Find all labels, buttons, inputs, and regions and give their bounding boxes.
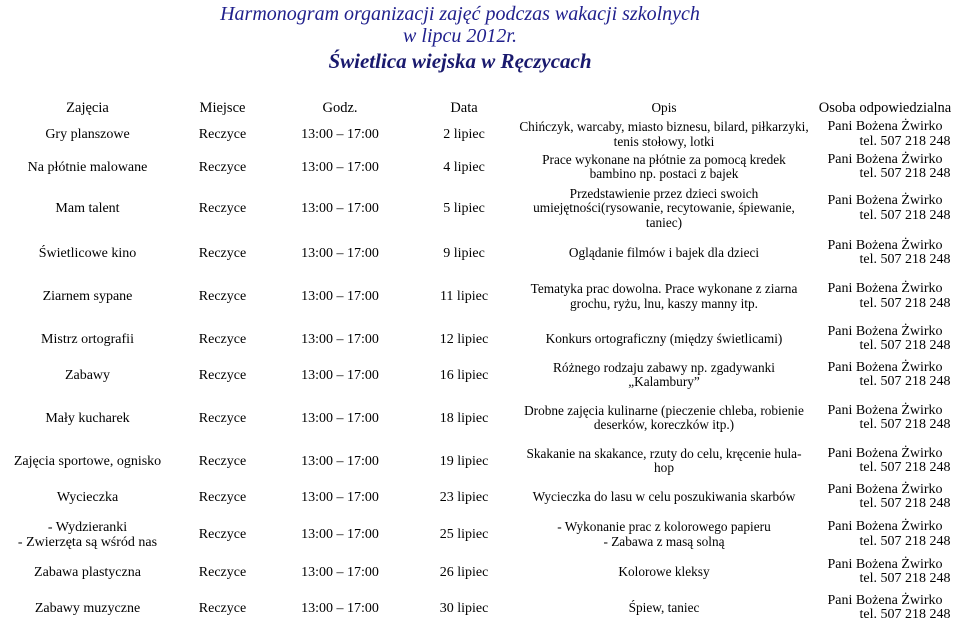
cell-osoba (810, 151, 960, 183)
column-header-opis: Opis (651, 100, 677, 116)
cell-miejsce: Reczyce (198, 159, 247, 175)
cell-godz: 13:00 – 17:00 (301, 489, 379, 505)
cell-opis: Różnego rodzaju zabawy np. zgadywanki „Kalambury” (553, 359, 775, 389)
osoba-phone: tel. 507 218 248 (859, 374, 951, 389)
cell-osoba (810, 590, 960, 626)
cell-osoba (810, 272, 960, 321)
osoba-phone: tel. 507 218 248 (859, 207, 951, 223)
cell-zajecia: Mały kucharek (45, 410, 130, 426)
cell-opis: Drobne zajęcia kulinarne (pieczenie chleba, robienie deserków, koreczków itp.) (524, 402, 804, 432)
zajecia-line: - Wydzieranki (47, 519, 128, 535)
cell-data: 4 lipiec (443, 159, 485, 175)
cell-zajecia: Wycieczka (56, 489, 119, 505)
cell-godz: 13:00 – 17:00 (301, 564, 379, 580)
cell-miejsce: Reczyce (198, 489, 247, 505)
cell-opis: Skakanie na skakance, rzuty do celu, kręcenie hula-hop (526, 445, 802, 475)
cell-osoba (810, 357, 960, 393)
cell-miejsce: Reczyce (198, 564, 247, 580)
cell-osoba (810, 321, 960, 357)
cell-data: 25 lipiec (439, 527, 489, 542)
cell-opis: Wycieczka do lasu w celu poszukiwania skarbów (532, 488, 796, 504)
osoba-name: Pani Bożena Żwirko (827, 592, 943, 608)
cell-godz: 13:00 – 17:00 (301, 527, 379, 542)
cell-osoba (810, 393, 960, 443)
osoba-name: Pani Bożena Żwirko (827, 323, 943, 339)
osoba-name: Pani Bożena Żwirko (827, 556, 943, 572)
osoba-phone: tel. 507 218 248 (859, 417, 951, 432)
table-row (0, 590, 960, 626)
osoba-phone: tel. 507 218 248 (859, 571, 951, 586)
cell-osoba (810, 443, 960, 479)
cell-zajecia: Gry planszowe (45, 127, 130, 142)
cell-miejsce: Reczyce (198, 127, 247, 142)
cell-data: 9 lipiec (443, 245, 485, 261)
cell-opis: Chińczyk, warcaby, miasto biznesu, bilard, piłkarzyki, tenis stołowy, lotki (519, 119, 809, 149)
table-row (0, 118, 960, 151)
cell-godz: 13:00 – 17:00 (301, 289, 379, 304)
cell-zajecia: Zajęcia sportowe, ognisko (13, 453, 162, 469)
cell-zajecia: Mam talent (55, 201, 120, 216)
document-subtitle-date: w lipcu 2012r. (403, 25, 517, 47)
table-row (0, 183, 960, 234)
cell-godz: 13:00 – 17:00 (301, 367, 379, 383)
osoba-name: Pani Bożena Żwirko (827, 445, 943, 461)
cell-data: 26 lipiec (439, 564, 489, 580)
column-header-miejsce: Miejsce (199, 100, 246, 116)
cell-miejsce: Reczyce (198, 367, 247, 383)
table-row (0, 234, 960, 272)
osoba-name: Pani Bożena Żwirko (827, 519, 943, 534)
cell-opis: Kolorowe kleksy (618, 563, 710, 579)
table-row (0, 321, 960, 357)
osoba-phone: tel. 507 218 248 (859, 496, 951, 511)
cell-zajecia: Świetlicowe kino (38, 245, 137, 261)
cell-zajecia: Zabawy (64, 367, 111, 383)
cell-opis: Konkurs ortograficzny (między świetlicami) (545, 330, 783, 346)
cell-godz: 13:00 – 17:00 (301, 410, 379, 426)
cell-opis: Oglądanie filmów i bajek dla dzieci (568, 244, 760, 260)
column-header-osoba: Osoba odpowiedzialna (818, 100, 952, 116)
cell-miejsce: Reczyce (198, 201, 247, 216)
table-row (0, 479, 960, 515)
osoba-name: Pani Bożena Żwirko (827, 281, 943, 296)
osoba-phone: tel. 507 218 248 (859, 533, 951, 549)
cell-godz: 13:00 – 17:00 (301, 331, 379, 347)
table-row (0, 393, 960, 443)
column-header-zajecia: Zajęcia (66, 100, 109, 116)
cell-zajecia: Zabawy muzyczne (34, 600, 141, 616)
osoba-phone: tel. 507 218 248 (859, 166, 951, 181)
cell-godz: 13:00 – 17:00 (301, 201, 379, 216)
osoba-phone: tel. 507 218 248 (859, 133, 951, 149)
cell-miejsce: Reczyce (198, 331, 247, 347)
table-header-row (0, 99, 960, 118)
osoba-phone: tel. 507 218 248 (859, 460, 951, 475)
cell-data: 5 lipiec (443, 201, 485, 216)
cell-osoba (810, 183, 960, 234)
column-header-data: Data (450, 100, 478, 116)
cell-osoba (810, 479, 960, 515)
osoba-name: Pani Bożena Żwirko (827, 119, 943, 134)
cell-zajecia: Zabawa plastyczna (34, 564, 141, 580)
cell-data: 18 lipiec (439, 410, 489, 426)
cell-data: 11 lipiec (439, 289, 489, 304)
cell-miejsce: Reczyce (198, 289, 247, 304)
cell-godz: 13:00 – 17:00 (301, 453, 379, 469)
cell-opis (518, 515, 810, 554)
document-subtitle-place: Świetlica wiejska w Ręczycach (328, 49, 592, 73)
cell-miejsce: Reczyce (198, 410, 247, 426)
document-title: Harmonogram organizacji zajęć podczas wakacji szkolnych (220, 3, 700, 25)
cell-data: 16 lipiec (439, 367, 489, 383)
cell-data: 19 lipiec (439, 453, 489, 469)
zajecia-line: - Zwierzęta są wśród nas (17, 534, 158, 550)
cell-miejsce: Reczyce (198, 527, 247, 542)
osoba-name: Pani Bożena Żwirko (827, 193, 943, 208)
osoba-name: Pani Bożena Żwirko (827, 402, 943, 418)
column-header-godz: Godz. (322, 100, 358, 116)
cell-osoba (810, 515, 960, 554)
cell-godz: 13:00 – 17:00 (301, 159, 379, 175)
cell-miejsce: Reczyce (198, 245, 247, 261)
cell-osoba (810, 118, 960, 151)
cell-data: 2 lipiec (443, 127, 485, 142)
cell-zajecia: Na płótnie malowane (27, 159, 148, 175)
table-row (0, 443, 960, 479)
osoba-name: Pani Bożena Żwirko (827, 237, 943, 253)
cell-zajecia: Ziarnem sypane (42, 289, 133, 304)
cell-osoba (810, 234, 960, 272)
cell-opis: Śpiew, taniec (628, 599, 700, 615)
osoba-name: Pani Bożena Żwirko (827, 481, 943, 497)
cell-data: 23 lipiec (439, 489, 489, 505)
cell-miejsce: Reczyce (198, 453, 247, 469)
cell-opis: Tematyka prac dowolna. Prace wykonane z ziarna grochu, ryżu, lnu, kaszy manny itp. (530, 281, 798, 311)
osoba-name: Pani Bożena Żwirko (827, 151, 943, 167)
osoba-name: Pani Bożena Żwirko (827, 359, 943, 375)
schedule-table (0, 99, 960, 626)
cell-godz: 13:00 – 17:00 (301, 245, 379, 261)
cell-data: 30 lipiec (439, 600, 489, 616)
cell-miejsce: Reczyce (198, 600, 247, 616)
table-row (0, 151, 960, 183)
osoba-phone: tel. 507 218 248 (859, 252, 951, 267)
cell-osoba (810, 554, 960, 590)
table-row (0, 515, 960, 554)
osoba-phone: tel. 507 218 248 (859, 295, 951, 311)
cell-data: 12 lipiec (439, 331, 489, 347)
osoba-phone: tel. 507 218 248 (859, 338, 951, 353)
table-row (0, 272, 960, 321)
cell-zajecia: Mistrz ortografii (41, 331, 134, 347)
cell-godz: 13:00 – 17:00 (301, 127, 379, 142)
table-row (0, 554, 960, 590)
opis-line: - Zabawa z masą solną (603, 533, 725, 549)
osoba-phone: tel. 507 218 248 (859, 607, 951, 622)
opis-line: - Wykonanie prac z kolorowego papieru (557, 519, 771, 534)
cell-opis: Przedstawienie przez dzieci swoich umiejętności(rysowanie, recytowanie, śpiewanie, taniec) (533, 185, 795, 230)
table-row (0, 357, 960, 393)
cell-opis: Prace wykonane na płótnie za pomocą kredek bambino np. postaci z bajek (542, 151, 786, 181)
cell-zajecia (0, 515, 175, 554)
cell-godz: 13:00 – 17:00 (301, 600, 379, 616)
